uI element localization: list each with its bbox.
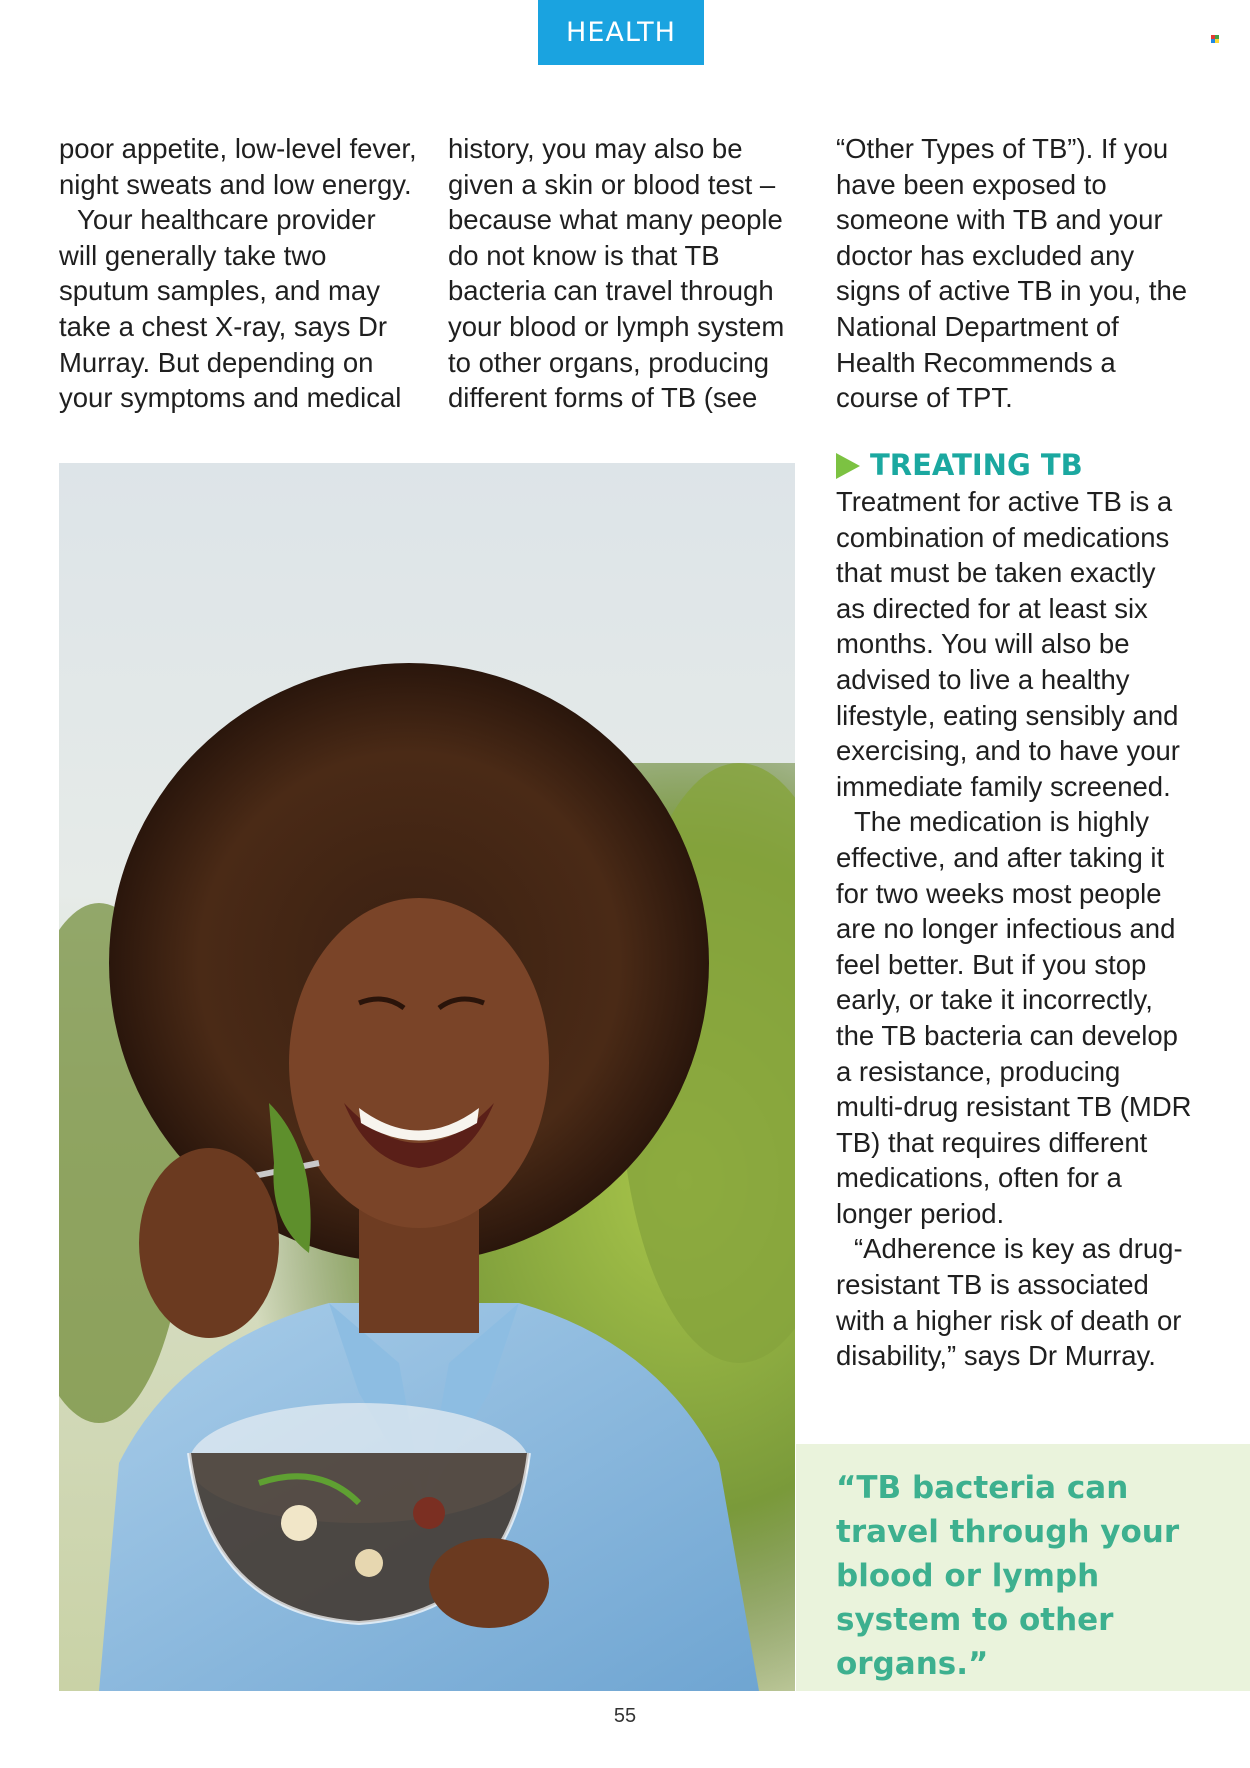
page-number: 55	[613, 1705, 637, 1727]
paragraph: “Adherence is key as drug-resistant TB is associated with a higher risk of death or disability,” says Dr Murray.	[836, 1233, 1183, 1372]
paragraph: The medication is highly effective, and after taking it for two weeks most people are no longer infectious and feel better. But if you stop early, or take it incorrectly, the TB bacteria can develop a resistance, producing multi-drug resistant TB (MDR TB) that requires different medications, often for a longer period.	[836, 806, 1192, 1229]
article-photo	[59, 463, 795, 1691]
play-arrow-icon	[836, 453, 860, 479]
section-heading	[836, 448, 1192, 484]
paragraph: Treatment for active TB is a combination of medications that must be taken exactly as directed for at least six months. You will also be advised to live a healthy lifestyle, eating sensibly and exercising, and to have your immediate family screened.	[836, 486, 1180, 802]
paragraph: “Other Types of TB”). If you have been exposed to someone with TB and your doctor has excluded any signs of active TB in you, the National Department of Health Recommends a course of TPT.	[836, 133, 1188, 414]
pull-quote: “TB bacteria can travel through your blood or lymph system to other organs.”	[836, 1470, 1180, 1682]
treating-tb-section	[836, 448, 1192, 1374]
registration-mark	[1211, 35, 1219, 43]
paragraph: Your healthcare provider will generally take two sputum samples, and may take a chest X-ray, says Dr Murray. But depending on your symptoms and medical	[59, 204, 402, 414]
paragraph: history, you may also be given a skin or blood test – because what many people do not know is that TB bacteria can travel through your blood or lymph system to other organs, producing different forms of TB (see	[448, 133, 785, 414]
section-label: HEALTH	[538, 0, 704, 65]
paragraph: poor appetite, low-level fever, night sweats and low energy.	[59, 133, 417, 200]
article-column-3	[836, 131, 1196, 416]
section-heading-text: TREATING TB	[870, 448, 1083, 483]
article-column-1	[59, 131, 419, 416]
woman-eating-salad-photo	[59, 463, 795, 1691]
article-column-2	[448, 131, 788, 416]
